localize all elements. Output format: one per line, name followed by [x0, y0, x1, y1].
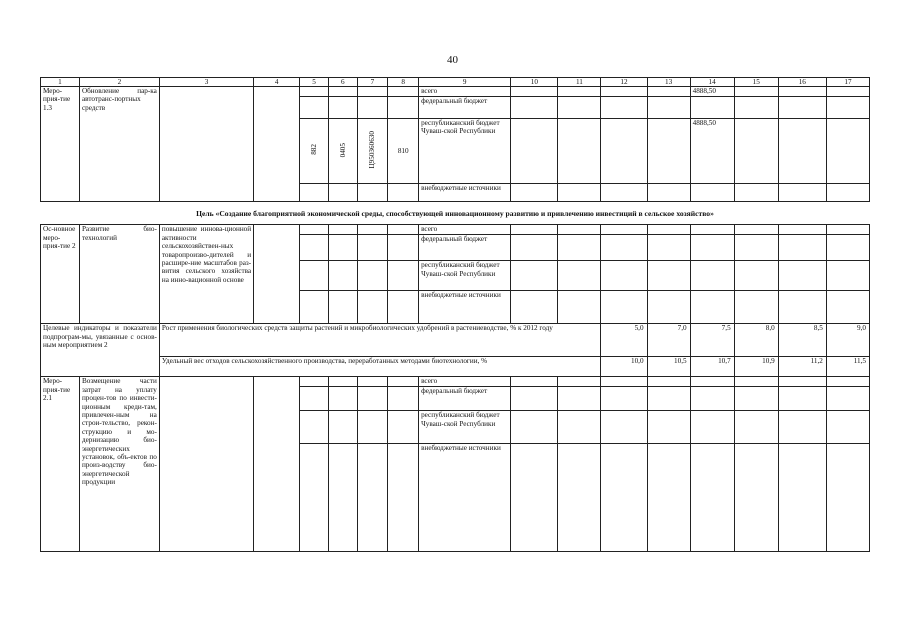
event-code: Ос-новное меро-прия-тие 2	[41, 225, 80, 324]
col-num: 9	[419, 78, 511, 87]
funding-source: республиканский бюджет Чуваш-ской Республики	[419, 261, 511, 291]
budget-code: 882	[309, 144, 318, 156]
col-num: 16	[778, 78, 826, 87]
amount: 4888,50	[690, 87, 734, 97]
funding-source: федеральный бюджет	[419, 235, 511, 261]
indicator-value: 7,0	[647, 324, 690, 357]
indicator-text: Рост применения биологических средств защиты растений и микробиологических удобрений в растениеводстве, % к 2012 году	[159, 324, 601, 357]
target-code: Ц950360630	[368, 131, 377, 169]
funding-source: внебюджетные источники	[419, 184, 511, 202]
event-name: Обновление пар-ка автотранс-портных средств	[79, 87, 159, 202]
event-code: Меро-прия-тие 2.1	[41, 377, 80, 552]
amount	[690, 97, 734, 119]
indicator-value: 10,7	[690, 357, 734, 377]
indicator-value: 11,5	[826, 357, 869, 377]
amount: 4888,50	[690, 119, 734, 184]
col-num: 15	[734, 78, 778, 87]
funding-source: внебюджетные источники	[419, 444, 511, 552]
expense-code: 810	[388, 119, 419, 184]
section-code: 0405	[338, 142, 347, 157]
col-num: 2	[79, 78, 159, 87]
funding-source: всего	[419, 377, 511, 387]
indicator-text: Удельный вес отходов сельскохозяйственного производства, переработанных методами биотехнологии, %	[159, 357, 601, 377]
col-num: 6	[328, 78, 357, 87]
amount	[690, 184, 734, 202]
indicator-value: 8,5	[778, 324, 826, 357]
indicator-row	[41, 357, 870, 377]
table-row	[41, 225, 870, 235]
col-num: 7	[357, 78, 388, 87]
indicator-value: 10,0	[601, 357, 647, 377]
indicator-value: 7,5	[690, 324, 734, 357]
event-name: Развитие био-технологий	[79, 225, 159, 324]
funding-source: федеральный бюджет	[419, 387, 511, 411]
col-num: 13	[647, 78, 690, 87]
indicator-value: 8,0	[734, 324, 778, 357]
program-table	[40, 77, 870, 552]
indicator-row	[41, 324, 870, 357]
funding-source: республиканский бюджет Чуваш-ской Республики	[419, 411, 511, 444]
indicator-value: 10,5	[647, 357, 690, 377]
col-num: 8	[388, 78, 419, 87]
funding-source: всего	[419, 225, 511, 235]
col-num: 14	[690, 78, 734, 87]
event-name: Возмещение части затрат на уплату процен-тов по инвести-ционным креди-там, привлечен-ным на строи-тельство, рекон-струкцию и мо-дернизацию био-энергетических установок, объ-ектов по произ-водству био-энергетической продукции	[79, 377, 159, 552]
page-number: 40	[447, 54, 458, 66]
funding-source: всего	[419, 87, 511, 97]
column-number-row	[41, 78, 870, 87]
indicator-value: 11,2	[778, 357, 826, 377]
col-num: 10	[511, 78, 558, 87]
funding-source: республиканский бюджет Чуваш-ской Республики	[419, 119, 511, 184]
col-num: 1	[41, 78, 80, 87]
col-num: 17	[826, 78, 869, 87]
table-row	[41, 87, 870, 97]
col-num: 11	[558, 78, 601, 87]
funding-source: внебюджетные источники	[419, 291, 511, 324]
indicator-value: 10,9	[734, 357, 778, 377]
col-num: 5	[300, 78, 329, 87]
indicator-value: 5,0	[601, 324, 647, 357]
funding-source: федеральный бюджет	[419, 97, 511, 119]
goal-heading: Цель «Создание благоприятной экономической среды, способствующей инновационному развитию и привлечению инвестиций в сельское хозяйство»	[196, 209, 714, 218]
indicators-label: Целевые индикаторы и показатели подпрограм-мы, увязанные с основ-ным мероприятием 2	[41, 324, 160, 377]
col-num: 4	[254, 78, 300, 87]
col-num: 12	[601, 78, 647, 87]
goal-row	[41, 202, 870, 225]
indicator-value: 9,0	[826, 324, 869, 357]
col-num: 3	[159, 78, 253, 87]
table-row	[41, 377, 870, 387]
event-goal: повышение иннова-ционной активности сельскохозяйствен-ных товаропроизво-дителей и расшире-ние масштабов раз-вития сельского хозяйства на инно-вационной основе	[159, 225, 253, 324]
event-code: Меро-прия-тие 1.3	[41, 87, 80, 202]
